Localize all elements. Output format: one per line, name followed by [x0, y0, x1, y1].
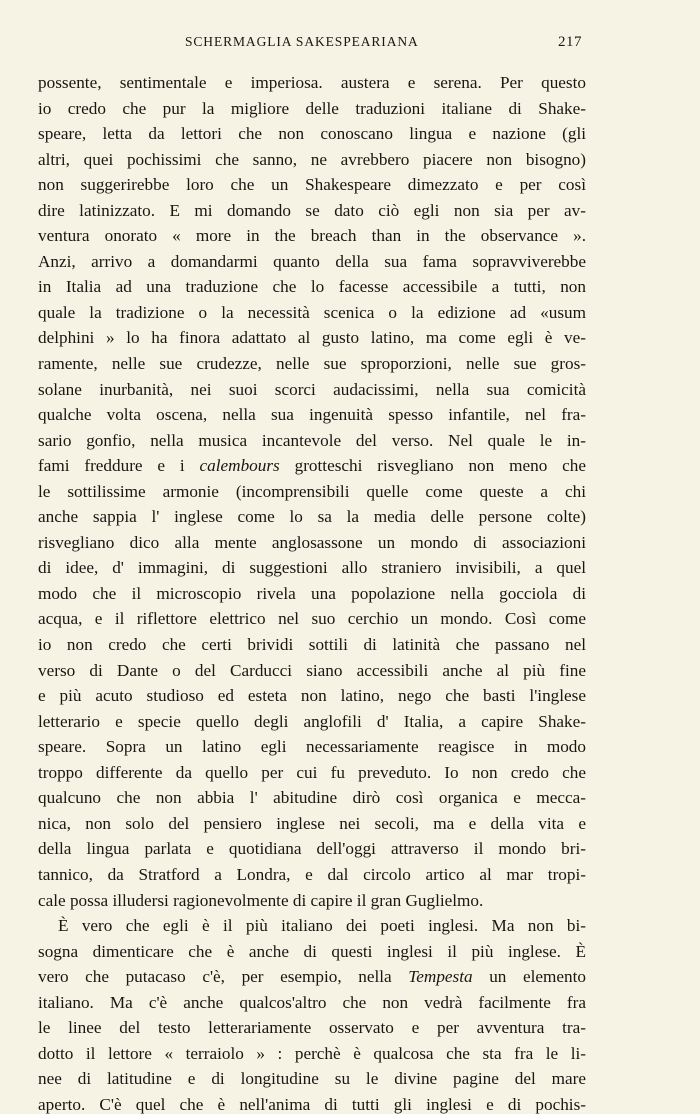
text-line: sogna dimenticare che è anche di questi inglesi il più inglese. È: [38, 941, 586, 961]
text-line: ventura onorato « more in the breach than in the observance ».: [38, 226, 586, 246]
text-line: delphini » lo ha finora adattato al gusto latino, ma come egli è ve-: [38, 328, 586, 348]
text-line: acqua, e il riflettore elettrico nel suo cerchio un mondo. Così come: [38, 609, 586, 629]
text-line: nee di latitudine e di longitudine su le divine pagine del mare: [38, 1069, 586, 1089]
text-line: altri, quei pochissimi che sanno, ne avrebbero piacere non bisogno): [38, 149, 586, 169]
text-line: Anzi, arrivo a domandarmi quanto della sua fama sopravviverebbe: [38, 251, 586, 271]
text-line: speare. Sopra un latino egli necessariamente reagisce in modo: [38, 737, 586, 757]
text-line: anche sappia l' inglese come lo sa la media delle persone colte): [38, 507, 586, 527]
text-line: quale la tradizione o la necessità scenica o la edizione ad «usum: [38, 302, 586, 322]
italic-word: Tempesta: [408, 967, 473, 987]
text-line: fami freddure e i calembours grotteschi risvegliano non meno che: [38, 456, 586, 476]
text-line: della lingua parlata e quotidiana dell'oggi attraverso il mondo bri-: [38, 839, 586, 859]
text-line: non suggerirebbe loro che un Shakespeare dimezzato e per così: [38, 175, 586, 195]
text-line: modo che il microscopio rivela una popolazione nella gocciola di: [38, 583, 586, 603]
text-line: in Italia ad una traduzione che lo facesse accessibile a tutti, non: [38, 277, 586, 297]
text-line: le linee del testo letterariamente osservato e per avventura tra-: [38, 1018, 586, 1038]
text-line: sario gonfio, nella musica incantevole del verso. Nel quale le in-: [38, 430, 586, 450]
running-title: SCHERMAGLIA SAKESPEARIANA: [185, 34, 419, 49]
page-number: 217: [558, 34, 582, 50]
text-line: qualche volta oscena, nella sua ingenuità spesso infantile, nel fra-: [38, 405, 586, 425]
text-line: io credo che pur la migliore delle traduzioni italiane di Shake-: [38, 98, 586, 118]
text-line: tannico, da Stratford a Londra, e dal circolo artico al mar tropi-: [38, 864, 586, 884]
text-line: di idee, d' immagini, di suggestioni allo straniero invisibili, a quel: [38, 558, 586, 578]
text-line: risvegliano dico alla mente anglosassone un mondo di associazioni: [38, 532, 586, 552]
paragraph-2: [38, 913, 586, 1114]
text-line: ramente, nelle sue crudezze, nelle sue sproporzioni, nelle sue gros-: [38, 354, 586, 374]
text-line: solane inurbanità, nei suoi scorci audacissimi, nella sua comicità: [38, 379, 586, 399]
text-line: È vero che egli è il più italiano dei poeti inglesi. Ma non bi-: [58, 916, 586, 936]
text-line: troppo differente da quello per cui fu preveduto. Io non credo che: [38, 762, 586, 782]
text-line: cale possa illudersi ragionevolmente di capire il gran Guglielmo.: [38, 890, 484, 910]
text-line: verso di Dante o del Carducci siano accessibili anche al più fine: [38, 660, 586, 680]
body-text: [38, 70, 586, 1114]
text-line: vero che putacaso c'è, per esempio, nella Tempesta un elemento: [38, 967, 586, 987]
text-line: qualcuno che non abbia l' abitudine dirò così organica e mecca-: [38, 788, 586, 808]
text-line: nica, non solo del pensiero inglese nei secoli, ma e della vita e: [38, 813, 586, 833]
running-head: [0, 31, 700, 53]
text-line: possente, sentimentale e imperiosa. austera e serena. Per questo: [38, 73, 586, 92]
text-line: e più acuto studioso ed esteta non latino, nego che basti l'inglese: [38, 686, 586, 706]
text-line: le sottilissime armonie (incomprensibili quelle come queste a chi: [38, 481, 586, 501]
text-line: dotto il lettore « terraiolo » : perchè è qualcosa che sta fra le li-: [38, 1043, 586, 1063]
text-line: io non credo che certi brividi sottili di latinità che passano nel: [38, 635, 586, 655]
text-line: speare, letta da lettori che non conoscano lingua e nazione (gli: [38, 124, 586, 144]
italic-word: calembours: [199, 456, 280, 476]
text-line: aperto. C'è quel che è nell'anima di tutti gli inglesi e di pochis-: [38, 1094, 586, 1114]
paragraph-1: [38, 70, 586, 913]
text-line: letterario e specie quello degli anglofili d' Italia, a capire Shake-: [38, 711, 586, 731]
text-line: italiano. Ma c'è anche qualcos'altro che non vedrà facilmente fra: [38, 992, 586, 1012]
text-line: dire latinizzato. E mi domando se dato ciò egli non sia per av-: [38, 200, 586, 220]
